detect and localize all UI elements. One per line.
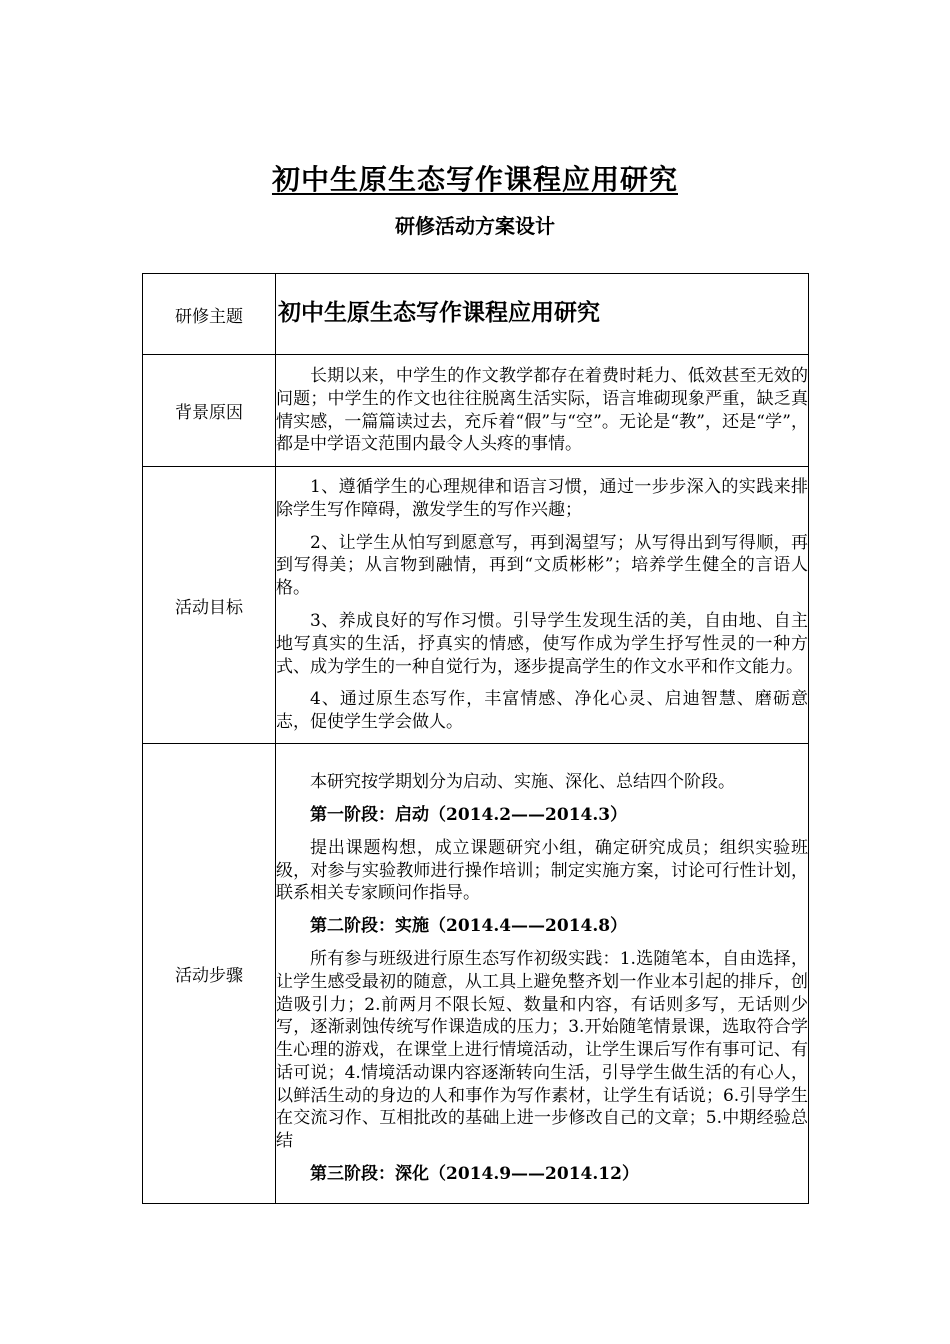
row-background: [143, 355, 809, 467]
label-background: 背景原因: [143, 355, 276, 467]
stage2-title: 第二阶段：实施（2014.4——2014.8）: [310, 916, 628, 937]
plan-table: [142, 273, 809, 1204]
goal-item-2: 2、让学生从怕写到愿意写，再到渴望写；从写得出到写得顺，再到写得美；从言物到融情，再到“文质彬彬”；培养学生健全的言语人格。: [276, 532, 808, 599]
row-goals: [143, 467, 809, 744]
label-steps: 活动步骤: [143, 744, 276, 1204]
cell-steps: [276, 744, 809, 1204]
cell-background: [276, 355, 809, 467]
goal-item-3: 3、养成良好的写作习惯。引导学生发现生活的美，自由地、自主地写真实的生活，抒真实的情感，使写作成为学生抒写性灵的一种方式、成为学生的一种自觉行为，逐步提高学生的作文水平和作文能力。: [276, 611, 808, 677]
goal-item-1: 1、遵循学生的心理规律和语言习惯，通过一步步深入的实践来排除学生写作障碍，激发学生的写作兴趣；: [276, 477, 808, 520]
background-text: 长期以来，中学生的作文教学都存在着费时耗力、低效甚至无效的问题；中学生的作文也往往脱离生活实际，语言堆砌现象严重，缺乏真情实感，一篇篇读过去，充斥着“假”与“空”。无论是“教”，还是“学”，都是中学语文范围内最令人头疼的事情。: [276, 365, 808, 455]
row-steps: [143, 744, 809, 1204]
steps-intro: 本研究按学期划分为启动、实施、深化、总结四个阶段。: [310, 772, 735, 793]
stage1-title: 第一阶段：启动（2014.2——2014.3）: [310, 804, 628, 825]
stage2-text: 所有参与班级进行原生态写作初级实践：1.选随笔本，自由选择，让学生感受最初的随意，从工具上避免整齐划一作业本引起的排斥，创造吸引力；2.前两月不限长短、数量和内容，有话则多写，无话则少写，逐渐剥蚀传统写作课造成的压力；3.开始随笔情景课，选取符合学生心理的游戏，在课堂上进行情境活动，让学生课后写作有事可记、有话可说；4.情境活动课内容逐渐转向生活，引导学生做生活的有心人，以鲜活生动的身边的人和事作为写作素材，让学生有话说；6.引导学生在交流习作、互相批改的基础上进一步修改自己的文章；5.中期经验总结: [276, 948, 808, 1152]
cell-goals: [276, 467, 809, 744]
topic-value: 初中生原生态写作课程应用研究: [278, 298, 600, 326]
label-goals: 活动目标: [143, 467, 276, 744]
stage1-text: 提出课题构想，成立课题研究小组，确定研究成员；组织实验班级，对参与实验教师进行操作培训；制定实施方案，讨论可行性计划，联系相关专家顾问作指导。: [276, 837, 808, 904]
label-topic: 研修主题: [143, 274, 276, 355]
stage3-title: 第三阶段：深化（2014.9——2014.12）: [310, 1164, 639, 1185]
document-subtitle: 研修活动方案设计: [395, 214, 555, 238]
goal-item-4: 4、通过原生态写作，丰富情感、净化心灵、启迪智慧、磨砺意志，促使学生学会做人。: [276, 689, 808, 733]
document-title: 初中生原生态写作课程应用研究: [271, 163, 678, 196]
cell-topic: [276, 274, 809, 355]
row-topic: [143, 274, 809, 355]
